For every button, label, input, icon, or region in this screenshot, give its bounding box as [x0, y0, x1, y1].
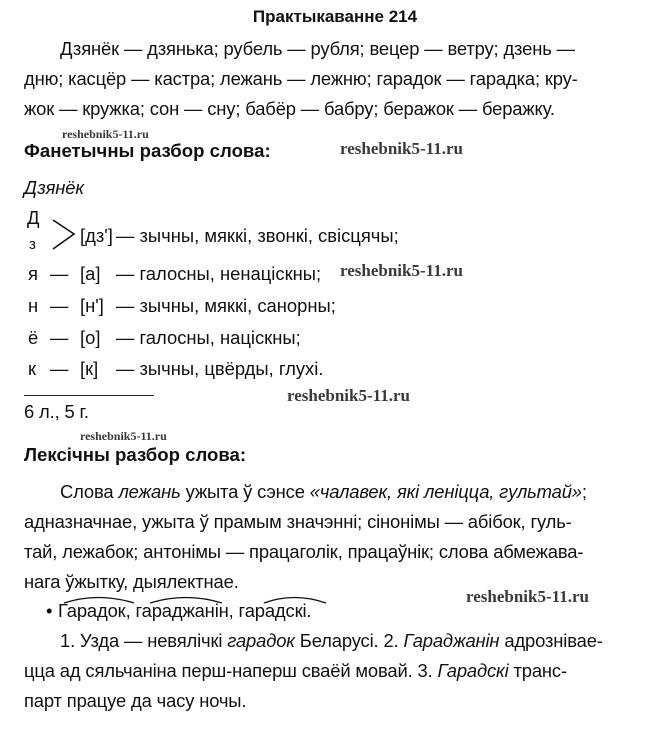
letters-sounds-count: 6 л., 5 г.: [24, 401, 89, 422]
text: ;: [581, 481, 587, 502]
word-pairs-line-2: дню; касцёр — кастра; лежань — лежню; гарадок — гарадка; кру-: [24, 68, 578, 89]
dash: —: [50, 358, 69, 379]
sound-description: — галосны, націскны;: [116, 327, 301, 348]
text: цца ад сяльчаніна перш-наперш сваёй мовай. 3.: [24, 660, 438, 681]
letter: ё: [28, 327, 39, 348]
phonetic-heading: Фанетычны разбор слова:: [24, 140, 271, 161]
sound: [н']: [80, 295, 104, 316]
sound-description: — зычны, мяккі, санорны;: [116, 295, 336, 316]
lexical-line-1: [60, 477, 587, 507]
letter-z: з: [29, 236, 36, 253]
text: ужыта ў сэнсе: [180, 481, 310, 502]
dash: —: [50, 295, 69, 316]
sentences-line-3: парт працуе да часу ночы.: [24, 690, 247, 711]
meaning-quote: «чалавек, які леніцца, гультай»: [309, 481, 582, 502]
sound: [а]: [80, 263, 101, 284]
text: Беларусі. 2.: [294, 630, 404, 651]
letter: я: [28, 263, 38, 284]
word-family: Гарадок, гараджанін, гарадскі.: [58, 600, 312, 621]
letter: к: [28, 358, 37, 379]
root-arc-marks-icon: [58, 592, 348, 606]
text: Слова: [60, 481, 119, 502]
lexical-line-4: нага ўжытку, дыялектнае.: [24, 571, 239, 592]
sentences-line-2: [24, 656, 567, 686]
text: 1. Узда — невялічкі: [60, 630, 228, 651]
lexical-line-2: адназначнае, ужыта ў прамым значэнні; сінонімы — абібок, гуль-: [24, 511, 572, 532]
italic-word: Гарадскі: [437, 660, 509, 681]
watermark: reshebnik5-11.ru: [287, 386, 410, 405]
letter-d: Д: [27, 207, 40, 228]
dash: —: [50, 263, 69, 284]
sound-dz-description: — зычны, мяккі, звонкі, свісцячы;: [116, 225, 399, 246]
watermark: reshebnik5-11.ru: [466, 587, 589, 606]
sound-dz: [дз']: [80, 225, 113, 246]
watermark: reshebnik5-11.ru: [340, 139, 463, 158]
analyzed-word: Дзянёк: [24, 177, 84, 198]
letter: н: [28, 295, 39, 316]
summary-rule: [24, 395, 154, 396]
watermark: reshebnik5-11.ru: [62, 127, 149, 141]
word-pairs-line-1: Дзянёк — дзянька; рубель — рубля; вецер — ветру; дзень —: [60, 38, 575, 59]
lexical-line-3: тай, лежабок; антонімы — працаголік, працаўнік; слова абмежава-: [24, 541, 584, 562]
sound: [о]: [80, 327, 101, 348]
dash: —: [50, 327, 69, 348]
exercise-title: Практыкаванне 214: [252, 7, 418, 26]
word-pairs-line-3: жок — кружка; сон — сну; бабёр — бабру; беражок — беражку.: [24, 98, 555, 119]
italic-word: Гараджанін: [403, 630, 500, 651]
watermark: reshebnik5-11.ru: [80, 429, 167, 443]
sentences-line-1: [60, 626, 603, 656]
watermark: reshebnik5-11.ru: [340, 261, 463, 280]
sound-description: — зычны, цвёрды, глухі.: [116, 358, 324, 379]
lexical-heading: Лексічны разбор слова:: [24, 444, 247, 465]
italic-word: гарадок: [227, 630, 295, 651]
word-family-bullet: •: [46, 600, 53, 621]
sound-description: — галосны, ненаціскны;: [116, 263, 322, 284]
bracket-mark-icon: [50, 218, 80, 252]
analyzed-word-italic: лежань: [118, 481, 181, 502]
text: адрознівае-: [499, 630, 603, 651]
text: транс-: [508, 660, 567, 681]
sound: [к]: [80, 358, 99, 379]
